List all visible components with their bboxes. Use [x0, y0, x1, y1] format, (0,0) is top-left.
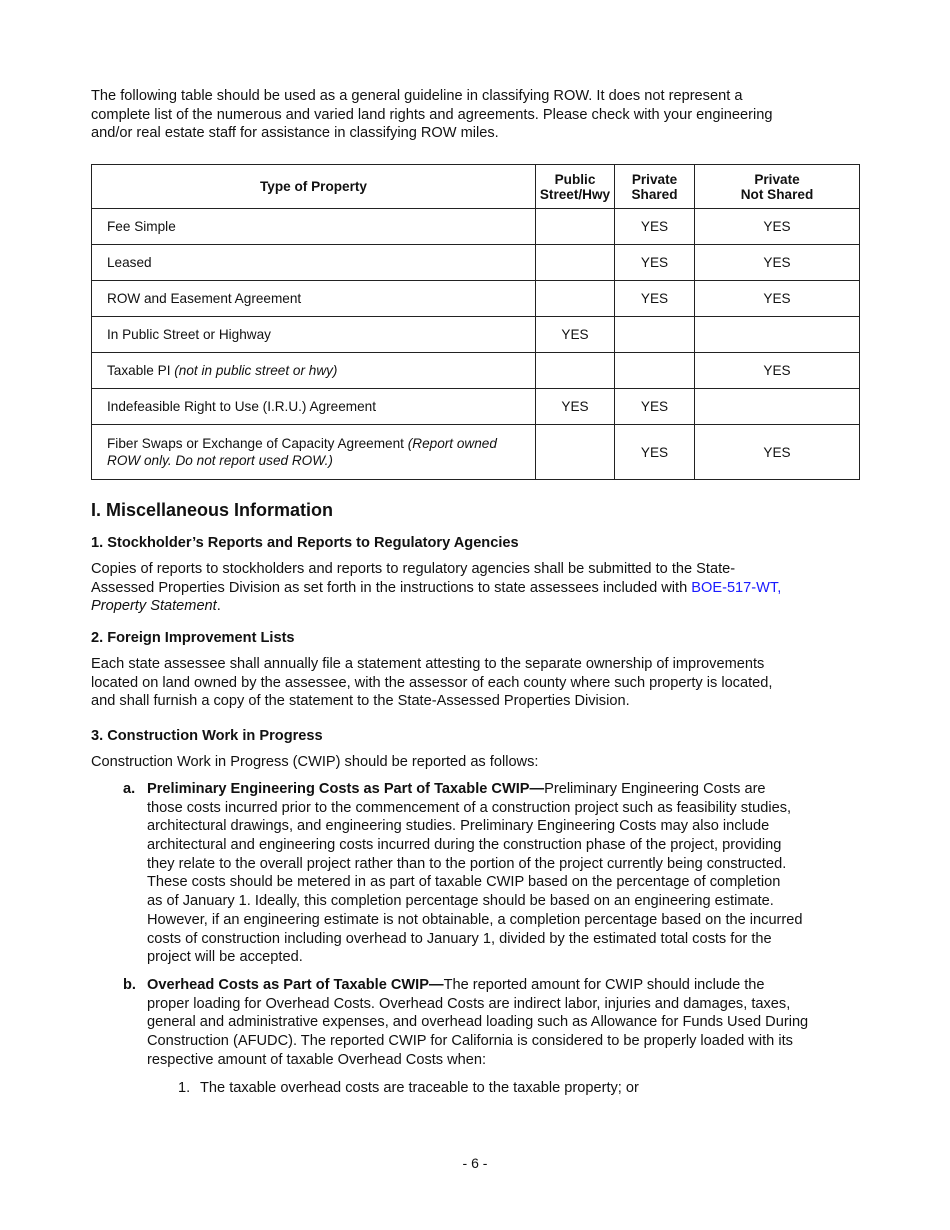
text-line — [147, 892, 803, 911]
text-run: and shall furnish a copy of the statement to the State-Assessed Properties Division. — [91, 693, 630, 710]
cell-public-street — [536, 281, 615, 317]
text-run: Preliminary Engineering Costs are — [544, 781, 766, 797]
cell-public-street — [536, 353, 615, 389]
cell-private-shared — [615, 317, 695, 353]
cell-public-street: YES — [536, 317, 615, 353]
header-public-street: Public Street/Hwy — [536, 165, 615, 209]
header-private-shared: Private Shared — [615, 165, 695, 209]
text-run: architectural drawings, and engineering studies. Preliminary Engineering Costs may also include — [147, 818, 770, 835]
text-line — [147, 976, 808, 995]
cell-type-of-property — [92, 425, 536, 480]
item-b1-label: 1. — [178, 1080, 191, 1096]
subsection-title-cwip: 3. Construction Work in Progress — [91, 728, 323, 744]
text-line — [91, 106, 772, 125]
cell-type-of-property — [92, 209, 536, 245]
table-header-row — [92, 165, 860, 209]
text-run: The taxable overhead costs are traceable to the taxable property; or — [200, 1080, 639, 1096]
cell-type-of-property — [92, 317, 536, 353]
text-run: they relate to the overall project rather than to the portion of the project currently being constructed. — [147, 855, 787, 872]
text-run: costs of construction including overhead to January 1, divided by the estimated total costs for the — [147, 930, 772, 947]
text-line — [147, 799, 803, 818]
text-line — [147, 911, 803, 930]
property-type-text: Leased — [107, 255, 152, 270]
cell-private-not-shared: YES — [695, 245, 860, 281]
cell-public-street: YES — [536, 389, 615, 425]
text-run: and/or real estate staff for assistance in classifying ROW miles. — [91, 125, 499, 142]
foreign-improvement-paragraph — [91, 655, 772, 711]
text-line — [147, 930, 803, 949]
text-run: as of January 1. Ideally, this completion percentage should be based on an engineering estimate. — [147, 893, 774, 910]
item-b1-paragraph — [200, 1079, 639, 1098]
text-run: general and administrative expenses, and overhead loading such as Allowance for Funds Used During — [147, 1014, 809, 1031]
text-line — [200, 1079, 639, 1098]
text-run: These costs should be metered in as part of taxable CWIP based on the percentage of completion — [147, 874, 781, 891]
table-row — [92, 281, 860, 317]
text-line — [147, 1051, 808, 1070]
text-line — [91, 692, 772, 711]
text-line — [91, 87, 772, 106]
cell-private-shared: YES — [615, 281, 695, 317]
header-type-of-property: Type of Property — [92, 165, 536, 209]
text-line — [147, 948, 803, 967]
text-run: complete list of the numerous and varied land rights and agreements. Please check with your engineering — [91, 106, 773, 123]
text-run: Overhead Costs as Part of Taxable CWIP— — [147, 977, 444, 993]
text-line — [147, 873, 803, 892]
text-line — [91, 560, 781, 579]
cell-private-not-shared: YES — [695, 209, 860, 245]
text-run: Construction Work in Progress (CWIP) should be reported as follows: — [91, 754, 539, 770]
cell-private-not-shared: YES — [695, 425, 860, 480]
text-line — [91, 655, 772, 674]
cell-public-street — [536, 425, 615, 480]
text-run: However, if an engineering estimate is not obtainable, a completion percentage based on the incurred — [147, 911, 803, 928]
text-run: Each state assessee shall annually file a statement attesting to the separate ownership of improvements — [91, 656, 765, 672]
property-type-text: Indefeasible Right to Use (I.R.U.) Agreement — [107, 399, 376, 414]
text-line — [91, 124, 772, 143]
property-type-text: Taxable PI — [107, 363, 175, 378]
text-run: The following table should be used as a general guideline in classifying ROW. It does not represent a — [91, 88, 743, 104]
cell-type-of-property — [92, 281, 536, 317]
text-line — [147, 995, 808, 1014]
row-classification-table — [91, 164, 860, 480]
table-row — [92, 209, 860, 245]
cell-type-of-property — [92, 389, 536, 425]
table-row — [92, 245, 860, 281]
text-run: project will be accepted. — [147, 949, 303, 966]
subsection-title-foreign-improvement: 2. Foreign Improvement Lists — [91, 630, 295, 646]
cell-type-of-property — [92, 353, 536, 389]
property-type-text: In Public Street or Highway — [107, 327, 271, 342]
cell-private-shared: YES — [615, 389, 695, 425]
text-line — [91, 674, 772, 693]
item-a-label: a. — [123, 781, 136, 797]
text-line — [147, 836, 803, 855]
text-run: located on land owned by the assessee, with the assessor of each county where such property is located, — [91, 674, 773, 691]
cell-private-not-shared: YES — [695, 353, 860, 389]
table-row — [92, 389, 860, 425]
text-line — [91, 579, 781, 598]
property-type-text: Fee Simple — [107, 219, 176, 234]
text-run: Assessed Properties Division as set forth in the instructions to state assessees included with — [91, 579, 692, 596]
text-run: architectural and engineering costs incurred during the construction phase of the project, providing — [147, 837, 782, 854]
cell-private-shared: YES — [615, 209, 695, 245]
text-run: Property Statement — [91, 598, 217, 615]
cwip-intro-paragraph — [91, 753, 538, 772]
cell-private-shared: YES — [615, 245, 695, 281]
text-run: those costs incurred prior to the commencement of a construction project such as feasibility studies, — [147, 799, 792, 816]
item-b-paragraph — [147, 976, 808, 1069]
intro-paragraph — [91, 87, 772, 143]
cell-private-shared — [615, 353, 695, 389]
text-run: Preliminary Engineering Costs as Part of Taxable CWIP— — [147, 781, 545, 797]
text-run: The reported amount for CWIP should include the — [443, 977, 765, 993]
cell-private-not-shared — [695, 317, 860, 353]
boe-517-wt-link[interactable]: BOE-517-WT, — [691, 579, 782, 596]
table-row — [92, 353, 860, 389]
header-private-not-shared: Private Not Shared — [695, 165, 860, 209]
page-number: - 6 - — [462, 1155, 488, 1171]
cell-type-of-property — [92, 245, 536, 281]
text-run: respective amount of taxable Overhead Costs when: — [147, 1051, 487, 1068]
cell-public-street — [536, 245, 615, 281]
property-type-note: (not in public street or hwy) — [174, 363, 338, 378]
table-row — [92, 317, 860, 353]
cell-private-shared: YES — [615, 425, 695, 480]
text-line — [147, 817, 803, 836]
section-title: I. Miscellaneous Information — [91, 500, 334, 520]
subsection-title-stockholder-reports: 1. Stockholder’s Reports and Reports to Regulatory Agencies — [91, 535, 519, 551]
text-line — [147, 780, 803, 799]
item-b-label: b. — [123, 977, 136, 993]
text-run: Copies of reports to stockholders and reports to regulatory agencies shall be submitted to the State- — [91, 561, 736, 577]
text-line — [91, 753, 538, 772]
cell-private-not-shared — [695, 389, 860, 425]
text-line — [147, 1013, 808, 1032]
text-line — [91, 597, 781, 616]
text-line — [147, 855, 803, 874]
stockholder-reports-paragraph — [91, 560, 781, 616]
property-type-text: Fiber Swaps or Exchange of Capacity Agreement — [107, 436, 408, 451]
table-row — [92, 425, 860, 480]
property-type-text: ROW and Easement Agreement — [107, 291, 302, 306]
text-run: . — [216, 598, 221, 615]
item-a-paragraph — [147, 780, 803, 967]
text-run: proper loading for Overhead Costs. Overhead Costs are indirect labor, injuries and damages, taxes, — [147, 995, 791, 1012]
text-line — [147, 1032, 808, 1051]
cell-public-street — [536, 209, 615, 245]
property-type-note: (Report owned ROW only. Do not report used ROW.) — [107, 436, 497, 468]
cell-private-not-shared: YES — [695, 281, 860, 317]
text-run: Construction (AFUDC). The reported CWIP for California is considered to be properly loaded with its — [147, 1033, 793, 1050]
